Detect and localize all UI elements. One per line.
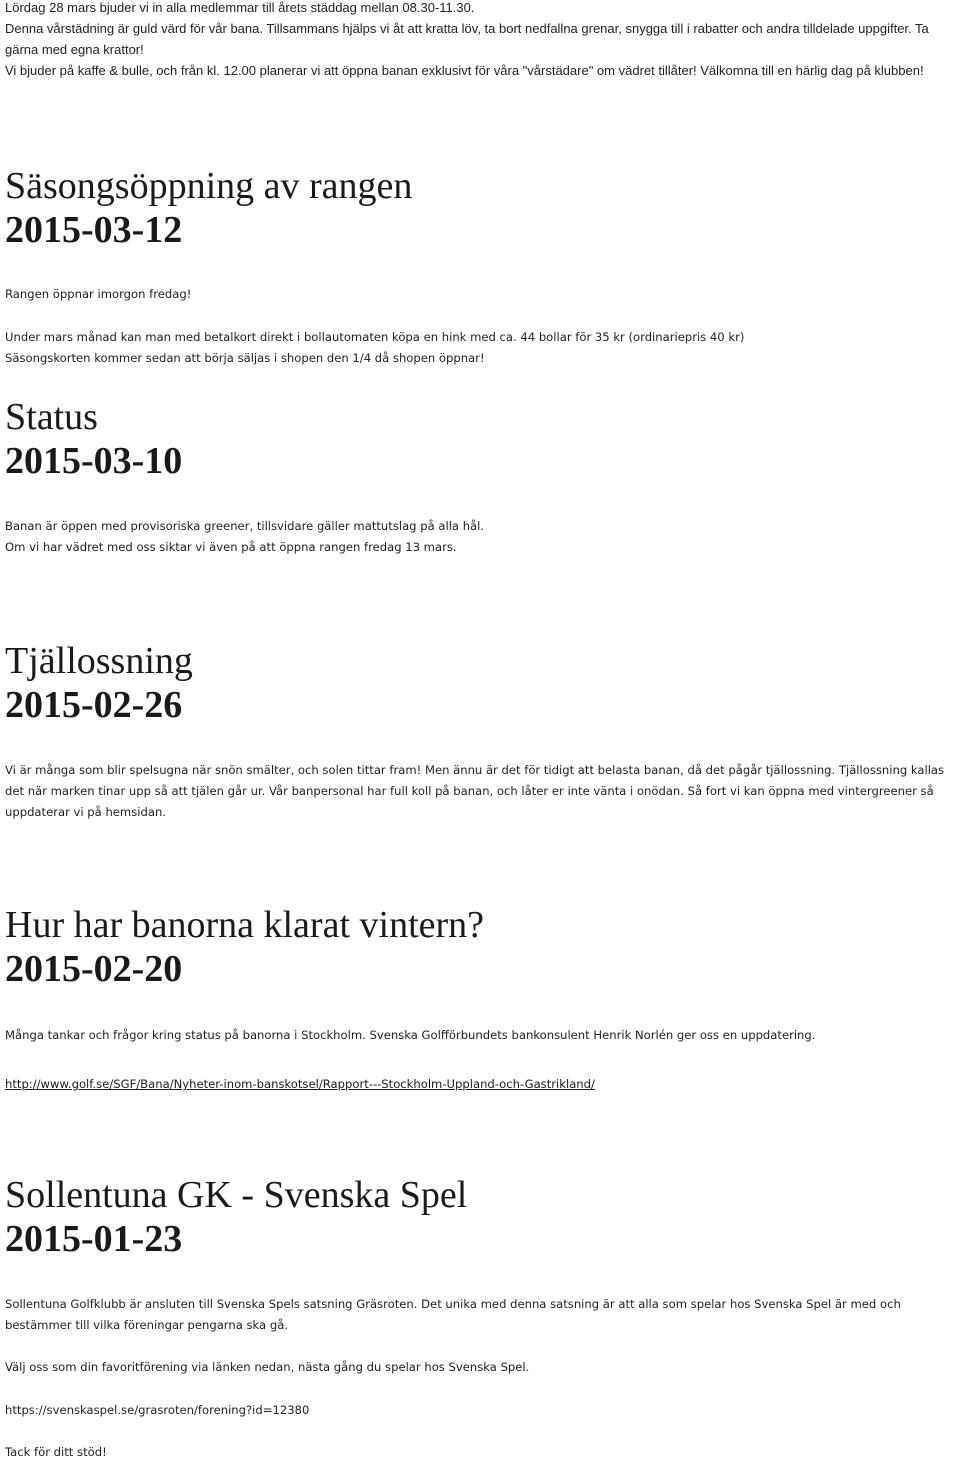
article-paragraph: https://svenskaspel.se/grasroten/forening?id=12380	[5, 1403, 310, 1417]
article-heading	[5, 639, 956, 727]
intro-line-1: Lördag 28 mars bjuder vi in alla medlemmar till årets städdag mellan 08.30-11.30.	[5, 0, 475, 15]
article-body	[5, 1025, 956, 1046]
article-body	[5, 327, 956, 369]
article-heading	[5, 1173, 956, 1261]
article-title: Status	[5, 396, 98, 438]
article-paragraph: Sollentuna Golfklubb är ansluten till Svenska Spels satsning Gräsroten. Det unika med denna satsning är att alla som spelar hos Svenska Spel är med och bestämmer till vilka föreningar pengarna ska gå.	[5, 1297, 901, 1332]
article-body	[5, 1357, 956, 1378]
article-body	[5, 1400, 956, 1421]
article-title: Tjällossning	[5, 640, 193, 682]
article-link[interactable]: http://www.golf.se/SGF/Bana/Nyheter-inom-banskotsel/Rapport---Stockholm-Uppland-och-Gastrikland/	[5, 1077, 595, 1091]
article-paragraph: Om vi har vädret med oss siktar vi även på att öppna rangen fredag 13 mars.	[5, 540, 457, 554]
article-body	[5, 284, 956, 305]
article-body	[5, 760, 956, 823]
article-paragraph: Tack för ditt stöd!	[5, 1445, 107, 1459]
article-date: 2015-03-12	[5, 209, 183, 251]
article-date: 2015-01-23	[5, 1218, 183, 1260]
article-heading	[5, 164, 956, 252]
intro-line-3: Vi bjuder på kaffe & bulle, och från kl. 12.00 planerar vi att öppna banan exklusivt för våra "vårstädare" om vädret tillåter! Välkomna till en härlig dag på klubben!	[5, 63, 924, 78]
intro-line-2: Denna vårstädning är guld värd för vår bana. Tillsammans hjälps vi åt att kratta löv, ta bort nedfallna grenar, snygga till i rabatter och andra tilldelade uppgifter. Ta gärna med egna krattor!	[5, 21, 929, 57]
article-date: 2015-02-20	[5, 948, 183, 990]
article-paragraph: Under mars månad kan man med betalkort direkt i bollautomaten köpa en hink med ca. 44 bollar för 35 kr (ordinariepris 40 kr)	[5, 330, 745, 344]
article-title: Sollentuna GK - Svenska Spel	[5, 1174, 468, 1216]
article-heading	[5, 903, 956, 991]
article-title: Hur har banorna klarat vintern?	[5, 904, 485, 946]
article-paragraph: Vi är många som blir spelsugna när snön smälter, och solen tittar fram! Men ännu är det för tidigt att belasta banan, då det pågår tjällossning. Tjällossning kallas det när marken tinar upp så att tjälen går ur. Vår banpersonal har full koll på banan, och låter er inte vänta i onödan. Så fort vi kan öppna med vintergreener så uppdaterar vi på hemsidan.	[5, 763, 945, 819]
intro-section	[5, 0, 956, 81]
article-date: 2015-03-10	[5, 440, 183, 482]
article-title: Säsongsöppning av rangen	[5, 165, 413, 207]
article-body	[5, 1294, 956, 1336]
article-body	[5, 1074, 956, 1095]
article-paragraph: Banan är öppen med provisoriska greener, tillsvidare gäller mattutslag på alla hål.	[5, 519, 485, 533]
article-paragraph: Välj oss som din favoritförening via länken nedan, nästa gång du spelar hos Svenska Spel.	[5, 1360, 530, 1374]
article-paragraph: Säsongskorten kommer sedan att börja säljas i shopen den 1/4 då shopen öppnar!	[5, 351, 485, 365]
article-date: 2015-02-26	[5, 684, 183, 726]
article-paragraph: Rangen öppnar imorgon fredag!	[5, 287, 192, 301]
article-paragraph: Många tankar och frågor kring status på banorna i Stockholm. Svenska Golfförbundets bankonsulent Henrik Norlén ger oss en uppdatering.	[5, 1028, 816, 1042]
article-body	[5, 516, 956, 558]
article-heading	[5, 395, 956, 483]
